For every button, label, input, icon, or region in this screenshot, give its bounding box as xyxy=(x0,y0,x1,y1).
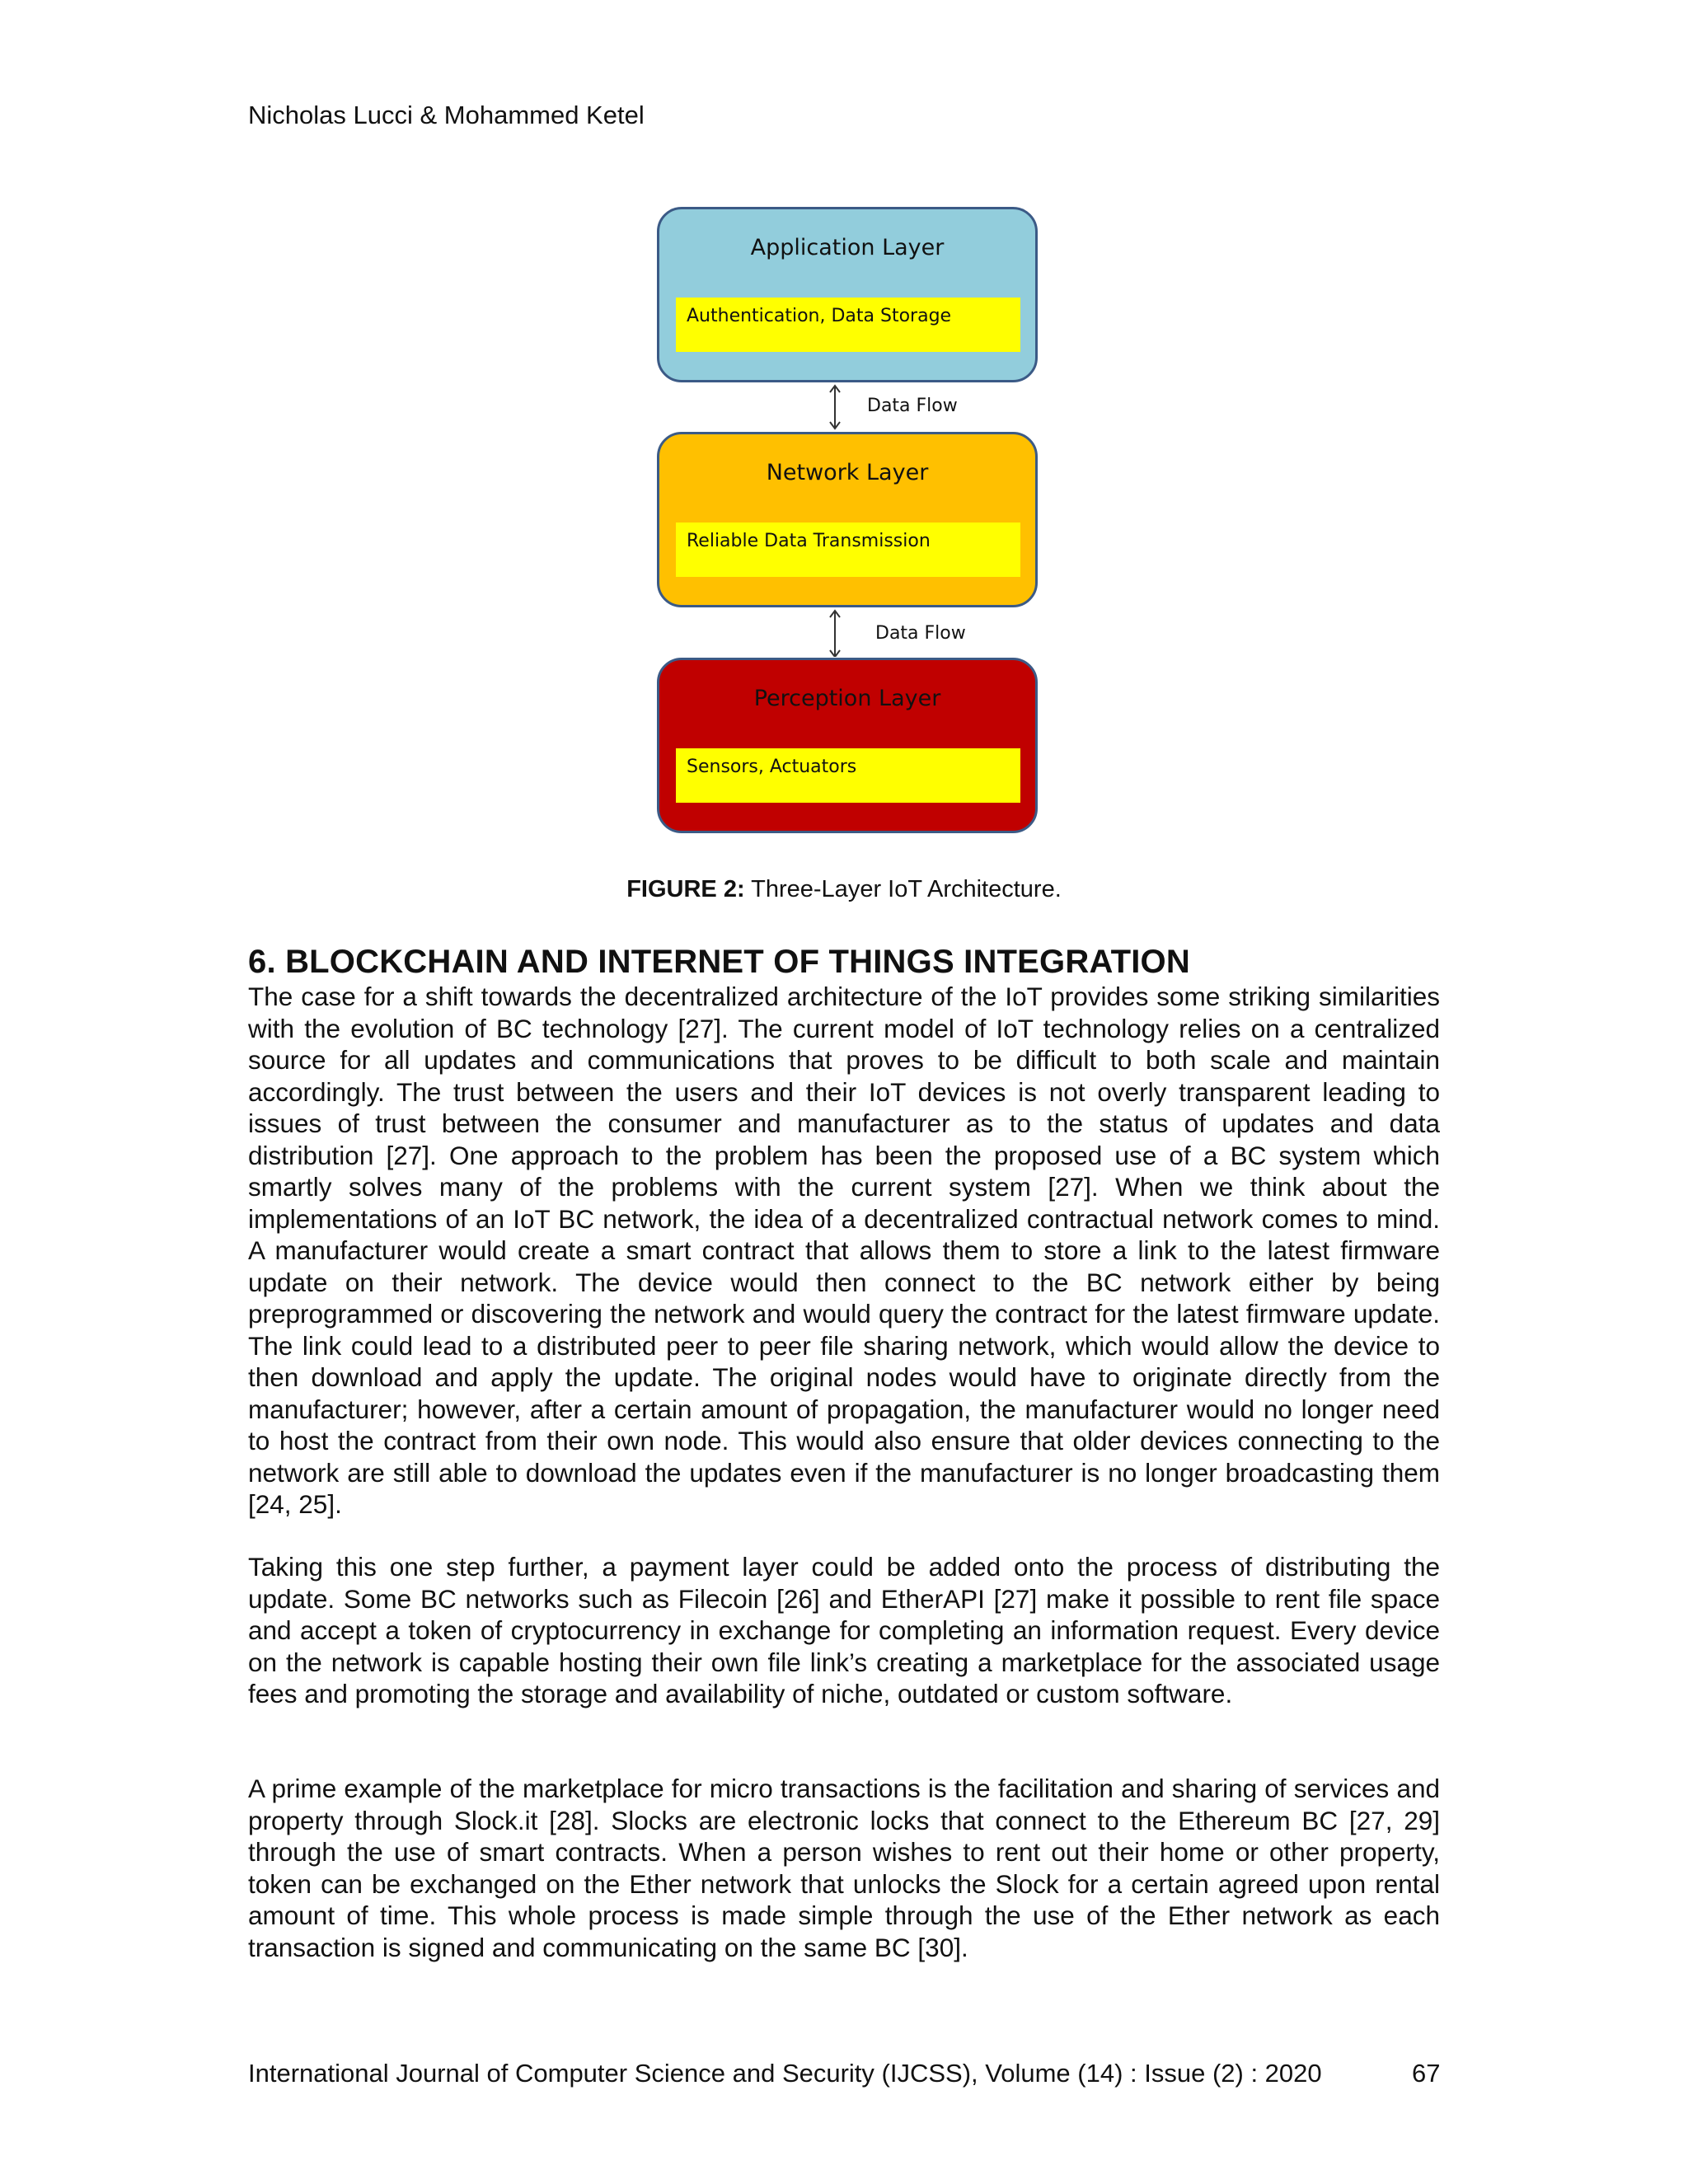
perception-layer-box xyxy=(657,658,1038,833)
layer-content-box: Authentication, Data Storage xyxy=(676,298,1020,352)
body-paragraph: The case for a shift towards the decentralized architecture of the IoT provides some striking similarities with the evolution of BC technology [27]. The current model of IoT technology relies on a centralized source for all updates and communications that proves to be difficult to both scale and maintain accordingly. The trust between the users and their IoT devices is not overly transparent leading to issues of trust between the consumer and manufacturer as to the status of updates and data distribution [27]. One approach to the problem has been the proposed use of a BC system which smartly solves many of the problems with the current system [27]. When we think about the implementations of an IoT BC network, the idea of a decentralized contractual network comes to mind. A manufacturer would create a smart contract that allows them to store a link to the latest firmware update on their network. The device would then connect to the BC network either by being preprogrammed or discovering the network and would query the contract for the latest firmware update. The link could lead to a distributed peer to peer file sharing network, which would allow the device to then download and apply the update. The original nodes would have to originate directly from the manufacturer; however, after a certain amount of propagation, the manufacturer would no longer need to host the contract from their own node. This would also ensure that older devices connecting to the network are still able to download the updates even if the manufacturer is no longer broadcasting them [24, 25]. xyxy=(248,982,1440,1519)
layer-content-box: Sensors, Actuators xyxy=(676,748,1020,803)
footer-journal-citation: International Journal of Computer Science and Security (IJCSS), Volume (14) : Issue (2) : 2020 xyxy=(248,2059,1322,2088)
data-flow-label: Data Flow xyxy=(867,396,958,416)
body-paragraph: Taking this one step further, a payment layer could be added onto the process of distributing the update. Some BC networks such as Filecoin [26] and EtherAPI [27] make it possible to rent file space and accept a token of cryptocurrency in exchange for completing an information request. Every device on the network is capable hosting their own file link’s creating a marketplace for the associated usage fees and promoting the storage and availability of niche, outdated or custom software. xyxy=(248,1552,1440,1708)
three-layer-iot-figure xyxy=(657,207,1038,833)
layer-title: Network Layer xyxy=(766,460,929,485)
layer-title: Application Layer xyxy=(750,235,945,260)
body-paragraph: A prime example of the marketplace for micro transactions is the facilitation and sharing of services and property through Slock.it [28]. Slocks are electronic locks that connect to the Ethereum BC [27, 29] through the use of smart contracts. When a person wishes to rent out their home or other property, token can be exchanged on the Ether network that unlocks the Slock for a certain agreed upon rental amount of time. This whole process is made simple through the use of the Ether network as each transaction is signed and communicating on the same BC [30]. xyxy=(248,1774,1440,1962)
data-flow-arrow xyxy=(657,607,1038,657)
section-heading: 6. BLOCKCHAIN AND INTERNET OF THINGS INTEGRATION xyxy=(248,944,1190,980)
running-header-author: Nicholas Lucci & Mohammed Ketel xyxy=(248,101,645,129)
figure-caption-text: Three-Layer IoT Architecture. xyxy=(744,876,1062,902)
layer-title: Perception Layer xyxy=(753,686,941,711)
page-number: 67 xyxy=(1412,2059,1441,2088)
data-flow-label: Data Flow xyxy=(875,623,966,644)
data-flow-arrow xyxy=(657,382,1038,432)
application-layer-box xyxy=(657,207,1038,382)
network-layer-box xyxy=(657,432,1038,607)
figure-caption xyxy=(0,874,1688,904)
layer-content-box: Reliable Data Transmission xyxy=(676,523,1020,577)
figure-caption-label: FIGURE 2: xyxy=(626,876,745,902)
